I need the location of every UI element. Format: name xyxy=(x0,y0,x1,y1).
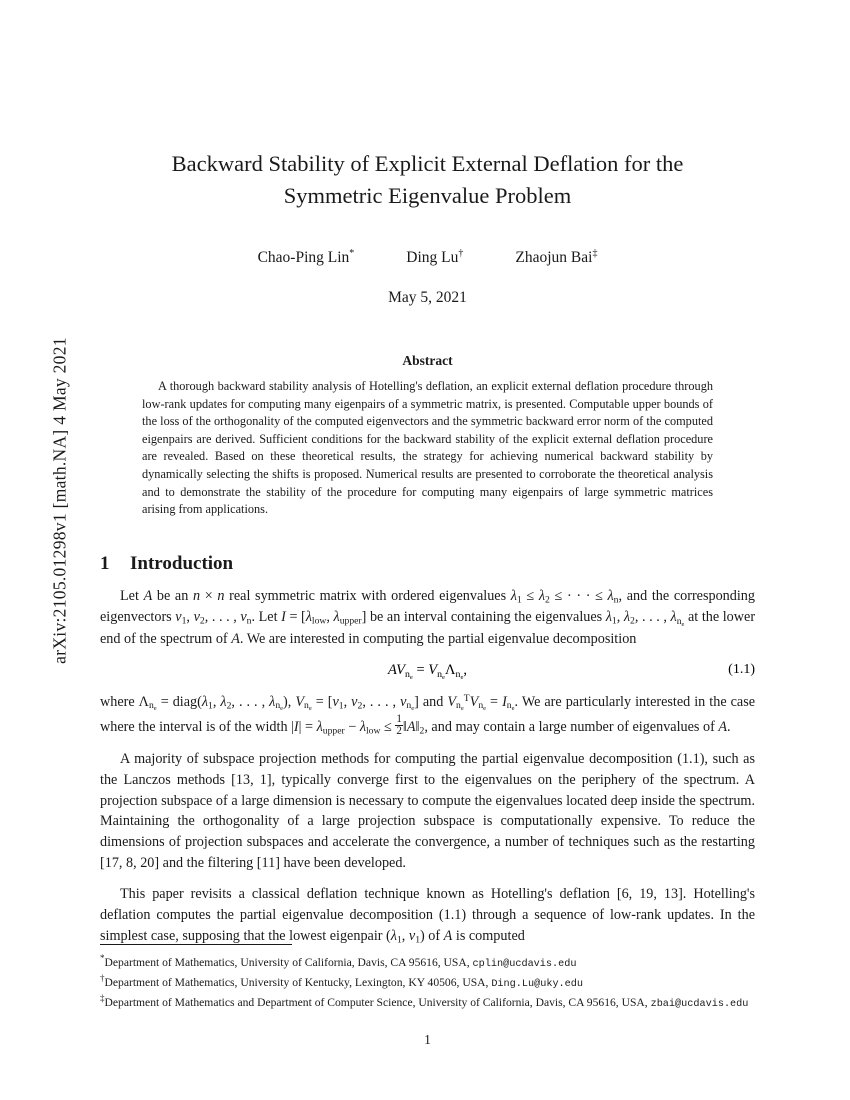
author-1 xyxy=(258,248,355,267)
author-2-marker: † xyxy=(458,247,464,259)
author-3-marker: ‡ xyxy=(592,247,598,259)
paragraph-3: A majority of subspace projection methods for computing the partial eigenvalue decomposition (1.1), such as the Lanczos methods [13, 1], typically converge first to the eigenvalues on the periphery of the spectrum. A projection subspace of a large dimension is necessary to compute the eigenvalues located deep inside the spectrum. Maintaining the orthogonality of a large projection subspace is computationally expensive. To reduce the dimensions of projection subspaces and accelerate the convergence, a number of techniques such as the restarting [17, 8, 20] and the filtering [11] have been developed. xyxy=(100,751,755,871)
arxiv-stamp-text: arXiv:2105.01298v1 [math.NA] 4 May 2021 xyxy=(49,337,70,664)
page-title-line-2: Symmetric Eigenvalue Problem xyxy=(283,182,572,208)
equation-1-1-body: $AV_{n_e} = V_{n_e}\Lambda_{n_e}$, xyxy=(387,662,468,681)
footnote-1 xyxy=(100,952,755,972)
paragraph-4: This paper revisits a classical deflation technique known as Hotelling's deflation [6, 19, 13]. Hotelling's deflation computes the partial eigenvalue decomposition (1.1) through a sequence of low-rank updates. In the simplest case, supposing that the lowest eigenpair ($\lambda_1$, $v_1$) of A is computed xyxy=(100,886,755,946)
paragraph-2: where $\Lambda_{n_e}$ = $diag(\lambda_1$, $\lambda_2$, . . . , $\lambda_{n_e}$), $V_{n_e} = [v_1$, $v_2$, . . . , $v_{n_e}$] and $V_{n_e}^TV_{n_e} = I_{n_e}$. We are particularly interested in the case where the interval is of the width $|I| = \lambda_{upper} - \lambda_{low}$ ≤ $\frac{1}{2}$ $‖A‖_2$, and may contain a large number of eigenvalues of A. xyxy=(100,692,756,738)
author-2 xyxy=(406,248,463,267)
abstract-section xyxy=(142,353,713,519)
publication-date: May 5, 2021 xyxy=(388,289,467,307)
author-2-name: Ding Lu xyxy=(406,249,459,267)
footnote-rule xyxy=(100,944,292,945)
abstract-heading: Abstract xyxy=(402,353,453,369)
footnote-3-text: Department of Mathematics and Department of Computer Science, University of California, Davis, CA 95616, USA, zbai@ucdavis.edu xyxy=(104,995,749,1010)
section-title: Introduction xyxy=(130,552,234,574)
author-1-marker: * xyxy=(349,247,355,259)
author-list xyxy=(100,248,755,267)
equation-1-1-number: (1.1) xyxy=(728,662,755,678)
arxiv-stamp xyxy=(0,0,70,1100)
page-number: 1 xyxy=(424,1032,431,1047)
footnote-1-marker: * xyxy=(100,953,105,963)
page-title xyxy=(100,148,755,212)
section-number: 1 xyxy=(100,552,110,574)
author-3-name: Zhaojun Bai xyxy=(515,249,593,267)
footnote-2-marker: † xyxy=(100,972,105,983)
paper-page xyxy=(100,0,755,1100)
author-3 xyxy=(515,248,597,267)
footnote-3 xyxy=(100,992,755,1012)
equation-1-1 xyxy=(100,662,755,681)
page-title-line-1: Backward Stability of Explicit External Deflation for the xyxy=(171,151,684,176)
footnote-2 xyxy=(100,972,755,992)
author-1-name: Chao-Ping Lin xyxy=(257,249,350,267)
paragraph-1: Let A be an n × n real symmetric matrix with ordered eigenvalues $\lambda_1 \le \lambda_2$ ≤ · · · ≤ $\lambda_n$, and the corresponding eigenvectors $v_1$, $v_2$, . . . , $v_n$. Let $I = [\lambda_{low}$, $\lambda_{upper}$] be an interval containing the eigenvalues $\lambda_1$, $\lambda_2$, . . . , $\lambda_{n_e}$ at the lower end of the spectrum of A. We are interested in computing the partial eigenvalue decomposition xyxy=(100,587,756,648)
footnote-block xyxy=(100,944,755,1012)
footnote-1-text: Department of Mathematics, University of California, Davis, CA 95616, USA, cplin@ucdavis.edu xyxy=(104,955,577,970)
footnote-2-text: Department of Mathematics, University of Kentucky, Lexington, KY 40506, USA, Ding.Lu@uky.edu xyxy=(104,975,584,990)
section-heading-introduction xyxy=(100,553,755,575)
footnote-3-marker: ‡ xyxy=(100,992,105,1003)
abstract-text: A thorough backward stability analysis of Hotelling's deflation, an explicit external deflation procedure through low-rank updates for computing many eigenpairs of a symmetric matrix, is presented. Computable upper bounds of the loss of the orthogonality of the computed eigenvectors and the symmetric backward error norm of the computed eigenpairs are derived. Sufficient conditions for the backward stability of the explicit external deflation procedure are revealed. Based on these theoretical results, the strategy for achieving numerical backward stability by dynamically selecting the shifts is proposed. Numerical results are presented to corroborate the theoretical analysis and to demonstrate the stability of the procedure for computing many eigenpairs of large symmetric matrices arising from applications. xyxy=(142,379,713,517)
